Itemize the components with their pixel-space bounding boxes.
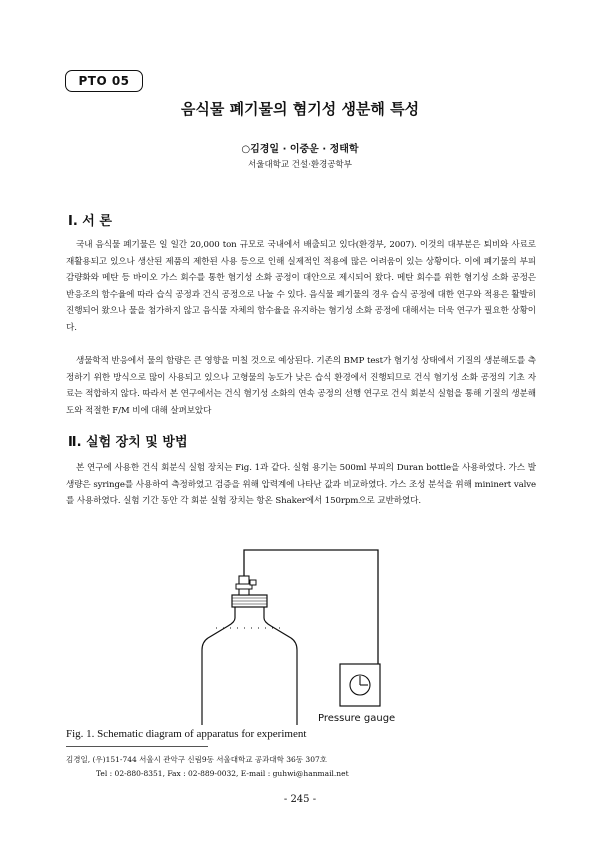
footnote-contact: Tel : 02-880-8351, Fax : 02-889-0032, E-mail : guhwi@hanmail.net <box>96 769 349 778</box>
intro-paragraph-1: 국내 음식물 폐기물은 일 일간 20,000 ton 규모로 국내에서 배출되고 있다(환경부, 2007). 이것의 대부분은 퇴비와 사료로 재활용되고 있으나 생산된 제품의 제한된 사용 등으로 인해 실제적인 적용에 많은 어려움이 있는 상황이다. 이에 폐기물의 부피 감량화와 메탄 등 바이오 가스 회수를 통한 혐기성 소화 공정이 대안으로 제시되어 왔다. 메탄 회수를 위한 혐기성 소화 공정은 반응조의 함수율에 따라 습식 공정과 건식 공정으로 나눌 수 있다. 음식물 폐기물의 경우 습식 공정에 대한 연구와 적용은 활발히 진행되어 왔으나 물을 첨가하지 않고 음식물 자체의 함수율을 유지하는 혐기성 소화 공정에 대해서는 더욱 연구가 필요한 상황이다. <box>66 240 536 333</box>
paper-title: 음식물 폐기물의 혐기성 생분해 특성 <box>180 100 420 118</box>
paper-code-badge: PTO 05 <box>65 70 143 92</box>
authors: ○김경일 · 이중운 · 정태학 <box>241 144 359 155</box>
section-heading-introduction: Ⅰ. 서 론 <box>68 214 112 229</box>
footnote-address: 김경일, (우)151-744 서울시 관악구 신림9동 서울대학교 공과대학 36동 307호 <box>66 755 327 764</box>
footnote-divider <box>66 746 208 747</box>
figure-caption: Fig. 1. Schematic diagram of apparatus for experiment <box>66 728 307 740</box>
intro-paragraph-2: 생물학적 반응에서 물의 함량은 큰 영향을 미칠 것으로 예상된다. 기존의 BMP test가 혐기성 상태에서 기질의 생분해도를 측정하기 위한 방식으로 많이 사용되고 있으나 고형물의 농도가 낮은 습식 환경에서 진행되므로 건식 혐기성 소화 공정의 기초 자료는 적합하지 않다. 따라서 본 연구에서는 건식 혐기성 소화의 연속 공정의 선행 연구로 건식 회분식 실험을 통해 기질의 생분해도와 적절한 F/M 비에 대해 살펴보았다 <box>66 356 536 416</box>
methods-paragraph-1: 본 연구에 사용한 건식 회분식 실험 장치는 Fig. 1과 같다. 실험 용기는 500ml 부피의 Duran bottle을 사용하였다. 가스 발생량은 syringe를 사용하여 측정하였고 검증을 위해 압력계에 나타난 값과 비교하였다. 가스 조성 분석을 위해 mininert valve를 사용하였다. 실험 기간 동안 각 회분 실험 장치는 항온 Shaker에서 150rpm으로 교반하였다. <box>66 463 536 507</box>
page-number: - 245 - <box>283 794 317 805</box>
pressure-gauge-label: Pressure gauge <box>318 713 396 724</box>
apparatus-diagram <box>180 540 420 725</box>
bottle-outline <box>202 606 297 725</box>
affiliation: 서울대학교 건설·환경공학부 <box>248 160 352 170</box>
section-heading-methods: Ⅱ. 실험 장치 및 방법 <box>68 435 188 450</box>
